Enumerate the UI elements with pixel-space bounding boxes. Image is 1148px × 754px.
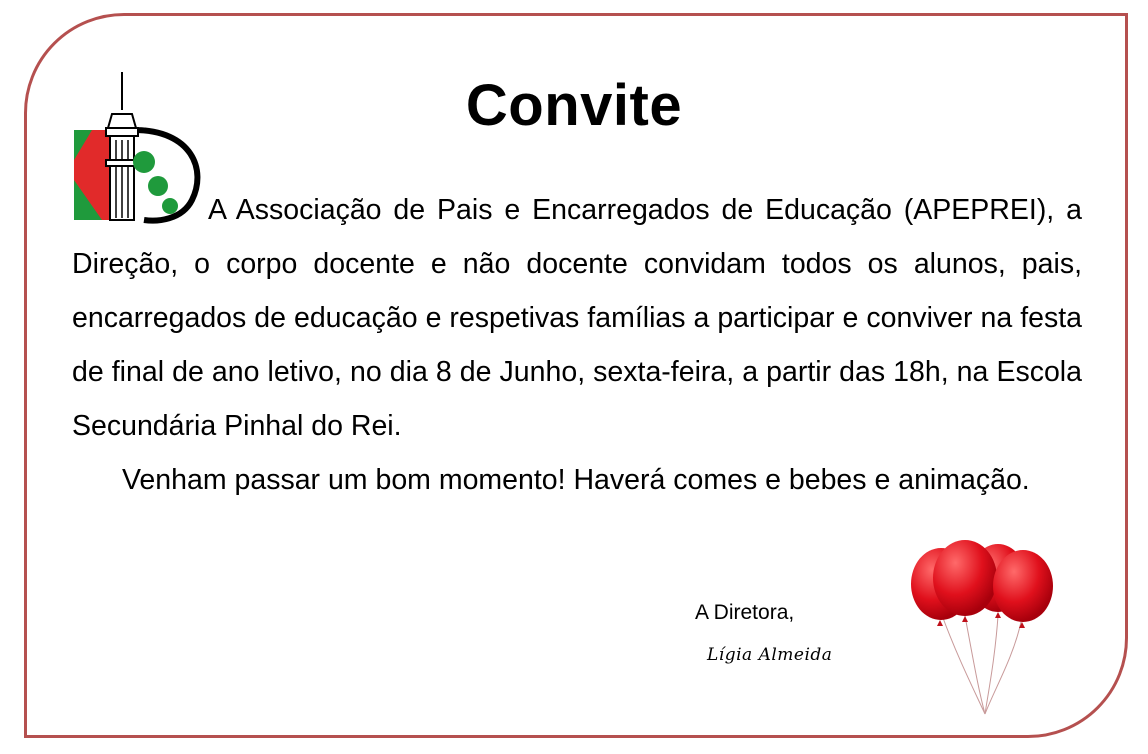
invitation-paragraph-2: Venham passar um bom momento! Haverá comes e bebes e animação. — [122, 464, 1030, 496]
invitation-title: Convite — [465, 73, 683, 138]
invitation-paragraph-1: A Associação de Pais e Encarregados de Educação (APEPREI), a Direção, o corpo docente e não docente convidam todos os alunos, pais, encarregados de educação e respetivas famílias a participar e conviver na festa de final de ano letivo, no dia 8 de Junho, sexta-feira, a partir das 18h, na Escola Secundária Pinhal do Rei. — [72, 194, 1082, 442]
signature: Lígia Almeida — [707, 645, 833, 665]
signatory-role: A Diretora, — [695, 601, 795, 624]
balloons-icon — [903, 538, 1063, 718]
invitation-body — [72, 183, 1082, 507]
